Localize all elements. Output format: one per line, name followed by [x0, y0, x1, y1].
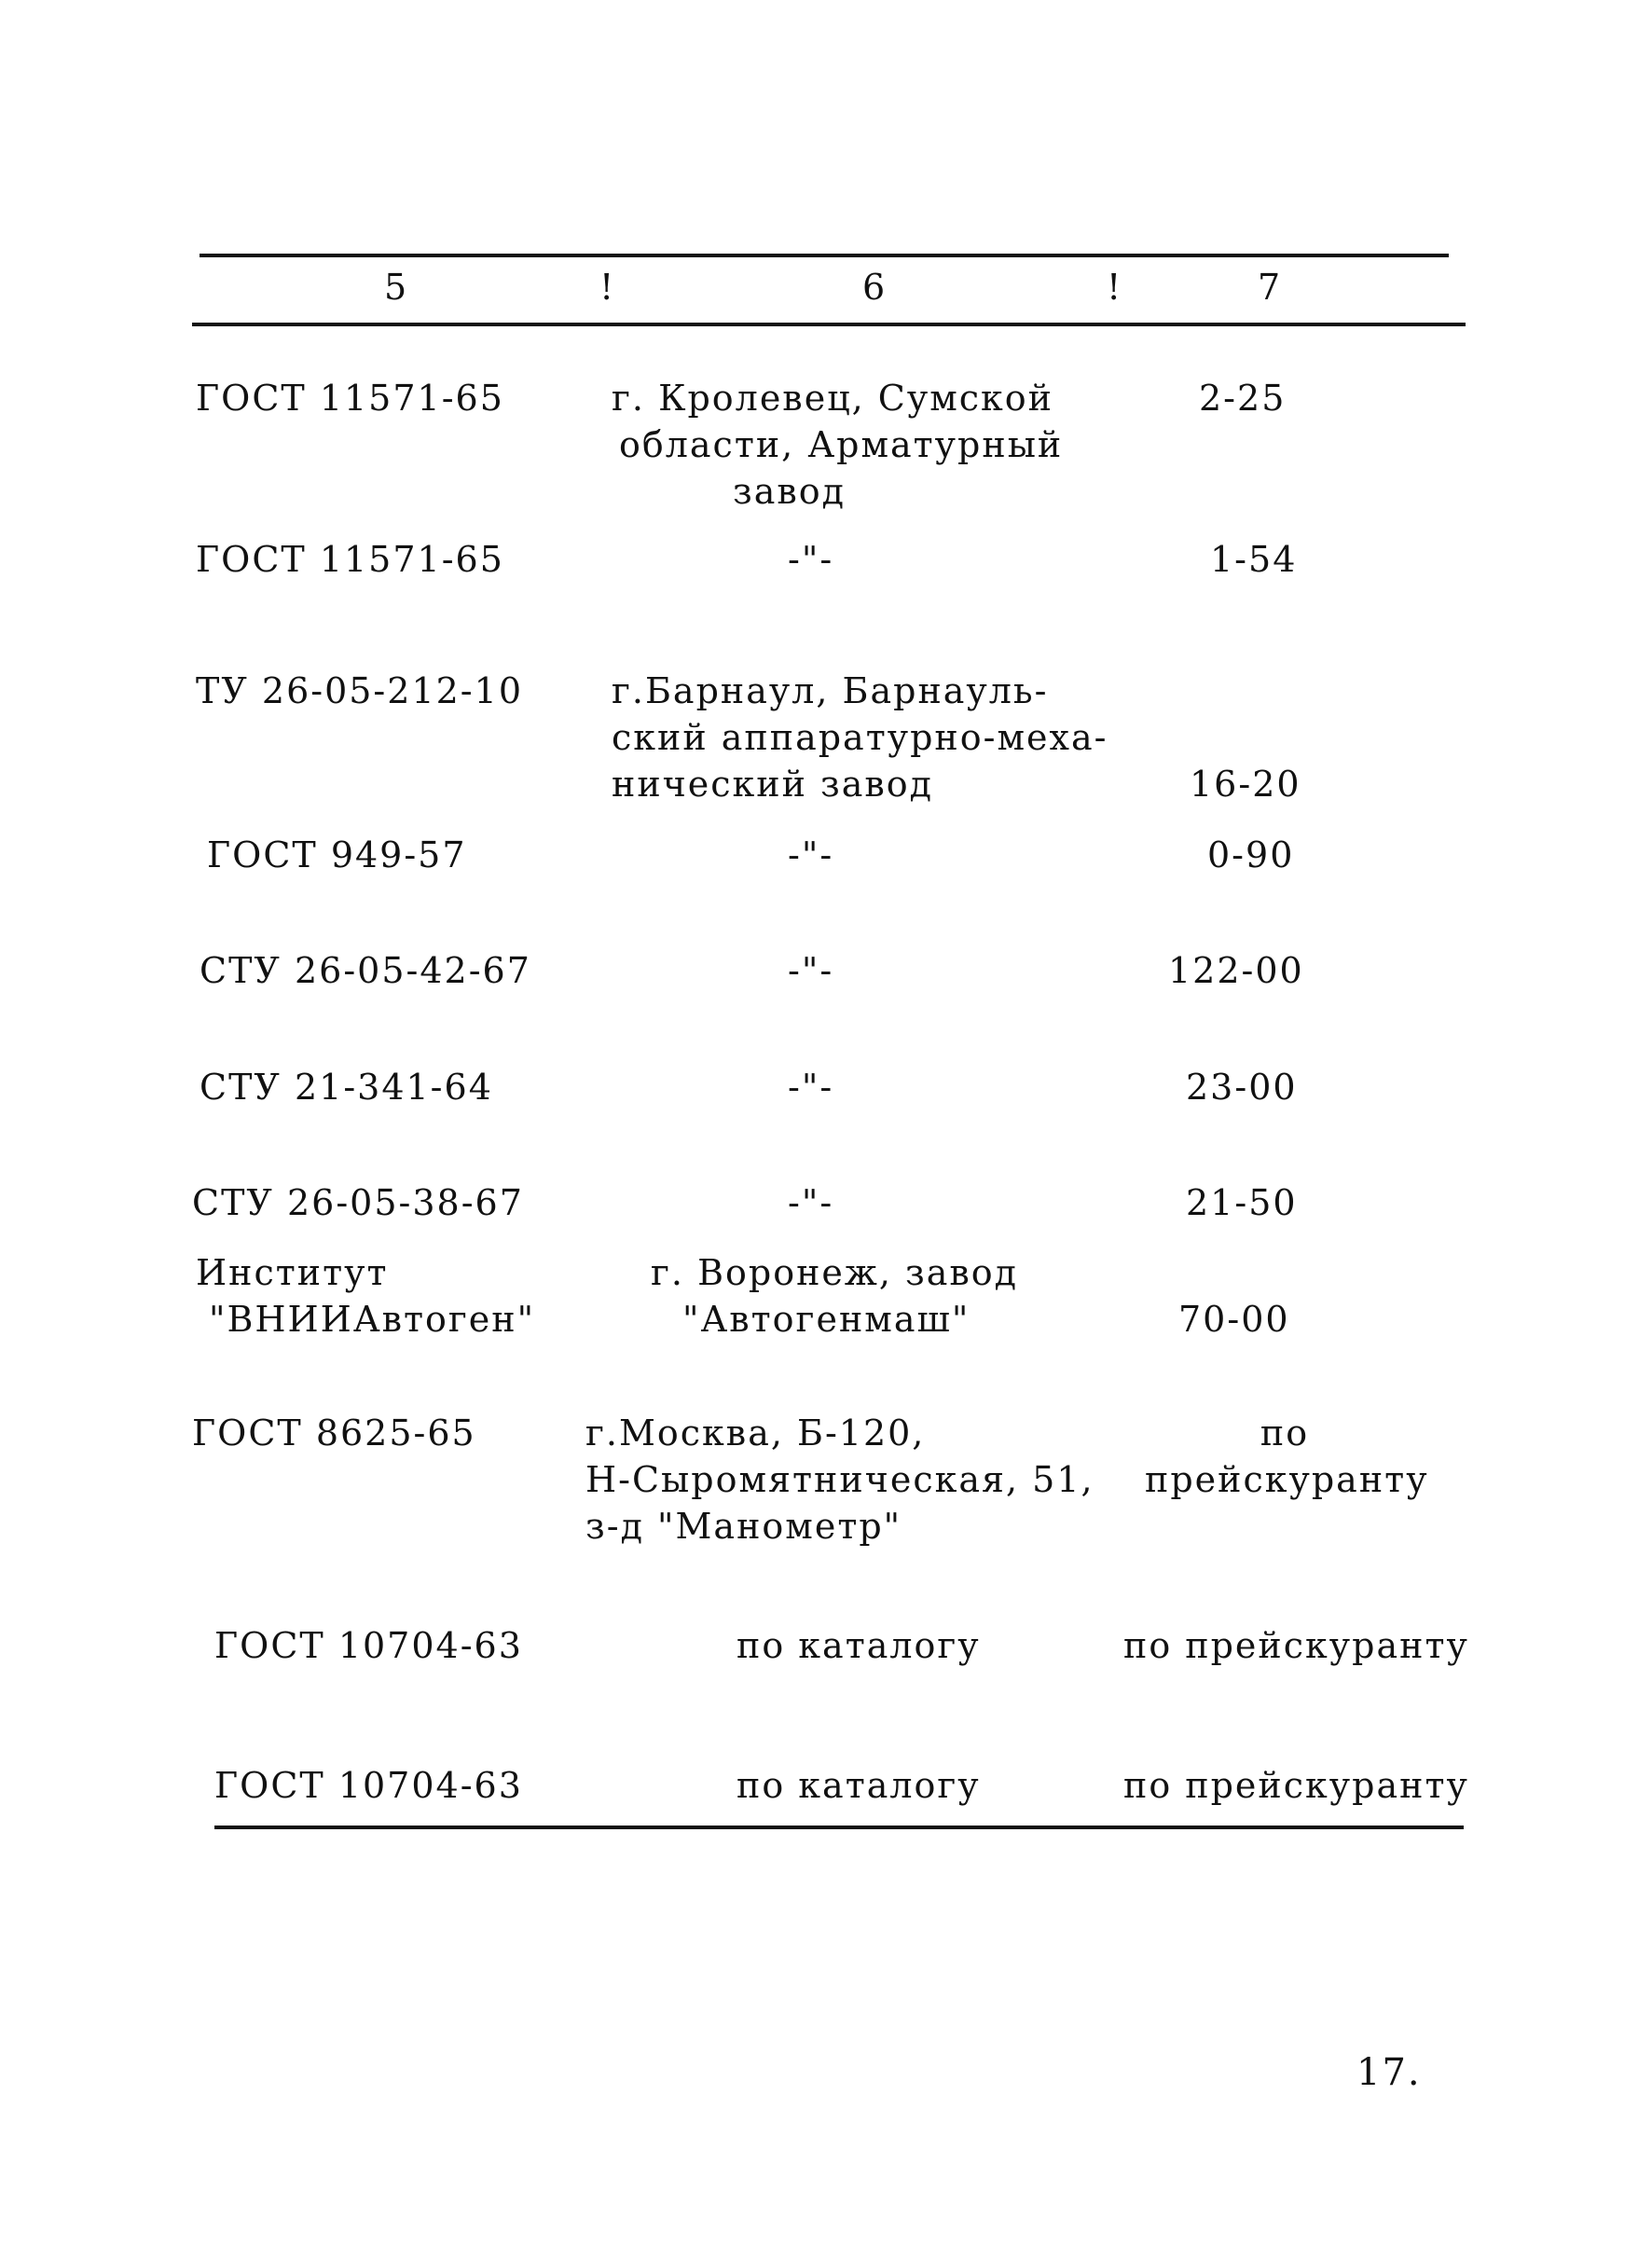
- header-separator-1: !: [599, 267, 614, 308]
- table-row-8-price: 70-00: [1178, 1299, 1290, 1340]
- table-row-2-standard: ГОСТ 11571-65: [196, 539, 504, 580]
- table-row-11-standard: ГОСТ 10704-63: [214, 1765, 523, 1806]
- header-bottom-rule: [192, 323, 1466, 326]
- table-bottom-rule: [214, 1826, 1464, 1829]
- table-row-9-manufacturer: г.Москва, Б-120, Н-Сыромятническая, 51, з-д "Манометр": [585, 1412, 1094, 1547]
- table-top-rule: [200, 254, 1449, 257]
- table-row-2-manufacturer: -"-: [788, 539, 834, 580]
- table-row-5-manufacturer: -"-: [788, 950, 834, 991]
- table-row-7-manufacturer: -"-: [788, 1182, 834, 1223]
- header-col-6: 6: [862, 267, 886, 308]
- table-row-4-price: 0-90: [1207, 834, 1295, 875]
- table-row-6-standard: СТУ 21-341-64: [200, 1067, 493, 1108]
- table-row-2-price: 1-54: [1210, 539, 1298, 580]
- table-row-10-manufacturer: по каталогу: [737, 1625, 981, 1666]
- table-row-5-price: 122-00: [1168, 950, 1304, 991]
- header-col-7: 7: [1258, 267, 1281, 308]
- table-row-9-price: по прейскуранту: [1145, 1412, 1429, 1500]
- header-col-5: 5: [384, 267, 407, 308]
- table-row-8-manufacturer: г. Воронеж, завод "Автогенмаш": [651, 1252, 1019, 1340]
- table-row-1-price: 2-25: [1199, 378, 1287, 419]
- table-row-5-standard: СТУ 26-05-42-67: [200, 950, 531, 991]
- table-row-9-standard: ГОСТ 8625-65: [192, 1412, 476, 1454]
- table-row-7-standard: СТУ 26-05-38-67: [192, 1182, 524, 1223]
- header-separator-2: !: [1107, 267, 1122, 308]
- table-row-11-manufacturer: по каталогу: [737, 1765, 981, 1806]
- page-number: 17.: [1356, 2051, 1422, 2094]
- table-row-4-manufacturer: -"-: [788, 834, 834, 875]
- table-row-8-standard: Институт "ВНИИАвтоген": [196, 1252, 536, 1340]
- table-row-10-standard: ГОСТ 10704-63: [214, 1625, 523, 1666]
- table-row-11-price: по прейскуранту: [1123, 1765, 1469, 1806]
- table-row-4-standard: ГОСТ 949-57: [207, 834, 467, 875]
- table-row-3-manufacturer: г.Барнаул, Барнауль- ский аппаратурно-меха- нический завод: [612, 670, 1108, 805]
- table-row-1-standard: ГОСТ 11571-65: [196, 378, 504, 419]
- table-row-6-manufacturer: -"-: [788, 1067, 834, 1108]
- table-row-10-price: по прейскуранту: [1123, 1625, 1469, 1666]
- table-row-3-standard: ТУ 26-05-212-10: [196, 670, 523, 711]
- table-row-1-manufacturer: г. Кролевец, Сумской области, Арматурный завод: [612, 378, 1064, 512]
- table-row-3-price: 16-20: [1190, 764, 1301, 805]
- table-row-6-price: 23-00: [1186, 1067, 1298, 1108]
- table-row-7-price: 21-50: [1186, 1182, 1298, 1223]
